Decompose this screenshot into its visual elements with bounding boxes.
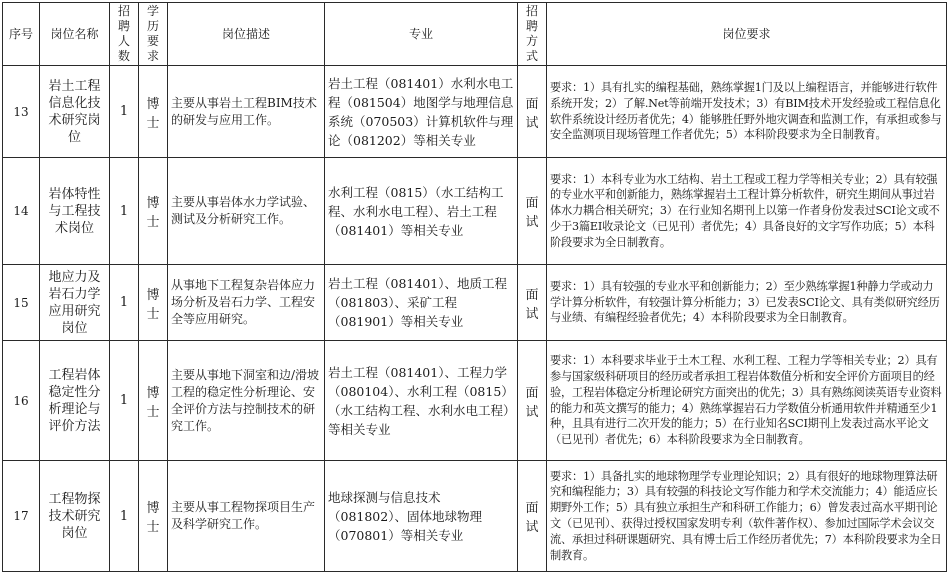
row-title: 工程岩体稳定性分析理论与评价方法 — [40, 341, 110, 461]
row-education: 博士 — [139, 66, 168, 158]
row-education: 博士 — [139, 265, 168, 341]
header-description: 岗位描述 — [168, 3, 325, 66]
header-education: 学历要求 — [139, 3, 168, 66]
row-major: 岩土工程（081401）、工程力学（080104）、水利工程（0815）（水工结构工程、水利水电工程）等相关专业 — [325, 341, 518, 461]
row-index: 16 — [3, 341, 40, 461]
row-index: 17 — [3, 461, 40, 572]
row-title: 工程物探技术研究岗位 — [40, 461, 110, 572]
row-index: 13 — [3, 66, 40, 158]
row-major: 岩土工程（081401）水利水电工程（081504）地图学与地理信息系统（070503）计算机软件与理论（081202）等相关专业 — [325, 66, 518, 158]
row-count: 1 — [110, 265, 139, 341]
table-row — [3, 461, 947, 572]
row-count: 1 — [110, 461, 139, 572]
table-header-row — [3, 3, 947, 66]
row-index: 14 — [3, 158, 40, 265]
row-index: 15 — [3, 265, 40, 341]
row-description: 主要从事岩体水力学试验、测试及分析研究工作。 — [168, 158, 325, 265]
row-requirements: 要求：1）具有较强的专业水平和创新能力；2）至少熟练掌握1种静力学或动力学计算分析软件，有较强计算分析能力；3）已发表SCI论文、具有类似研究经历与业绩、有编程经验者优先；4）本科阶段要求为全日制教育。 — [547, 265, 947, 341]
header-major: 专业 — [325, 3, 518, 66]
row-description: 主要从事岩土工程BIM技术的研发与应用工作。 — [168, 66, 325, 158]
table-row — [3, 66, 947, 158]
row-description: 主要从事工程物探项目生产及科学研究工作。 — [168, 461, 325, 572]
header-title: 岗位名称 — [40, 3, 110, 66]
row-requirements: 要求：1）本科专业为水工结构、岩土工程或工程力学等相关专业；2）具有较强的专业水平和创新能力，熟练掌握岩土工程计算分析软件，研究生期间从事过岩体水力耦合相关研究；3）在行业知名期刊上以第一作者身份发表过SCI论文或不少于3篇EI收录论文（已见刊）者优先；4）具备良好的文字写作功底；5）本科阶段要求为全日制教育。 — [547, 158, 947, 265]
table-row — [3, 158, 947, 265]
row-method: 面试 — [518, 158, 547, 265]
row-method: 面试 — [518, 66, 547, 158]
row-count: 1 — [110, 158, 139, 265]
row-description: 主要从事地下洞室和边/滑坡工程的稳定性分析理论、安全评价方法与控制技术的研究工作。 — [168, 341, 325, 461]
row-requirements: 要求：1）具备扎实的地球物理学专业理论知识；2）具有很好的地球物理算法研究和编程能力；3）具有较强的科技论文写作能力和学术交流能力；4）能适应长期野外工作；5）具有独立承担生产和科研工作能力；6）曾发表过高水平期刊论文（已见刊）、获得过授权国家发明专利（软件著作权）、参加过国际学术会议交流、承担过科研课题研究、具有博士后工作经历者优先；7）本科阶段要求为全日制教育。 — [547, 461, 947, 572]
row-major: 岩土工程（081401）、地质工程（081803）、采矿工程（081901）等相关专业 — [325, 265, 518, 341]
row-requirements: 要求：1）具有扎实的编程基础，熟练掌握1门及以上编程语言，并能够进行软件系统开发；2）了解.Net等前端开发技术；3）有BIM技术开发经验或工程信息化软件系统设计经历者优先；4）能够胜任野外地灾调查和监测工作，有承担或参与安全监测项目现场管理工作者优先；5）本科阶段要求为全日制教育。 — [547, 66, 947, 158]
row-education: 博士 — [139, 158, 168, 265]
header-index: 序号 — [3, 3, 40, 66]
table-row — [3, 265, 947, 341]
table-row — [3, 341, 947, 461]
recruitment-table — [2, 2, 947, 572]
row-major: 水利工程（0815）（水工结构工程、水利水电工程）、岩土工程（081401）等相关专业 — [325, 158, 518, 265]
row-method: 面试 — [518, 341, 547, 461]
header-requirements: 岗位要求 — [547, 3, 947, 66]
row-title: 岩体特性与工程技术岗位 — [40, 158, 110, 265]
row-method: 面试 — [518, 461, 547, 572]
row-method: 面试 — [518, 265, 547, 341]
row-title: 地应力及岩石力学应用研究岗位 — [40, 265, 110, 341]
row-description: 从事地下工程复杂岩体应力场分析及岩石力学、工程安全等应用研究。 — [168, 265, 325, 341]
row-title: 岩土工程信息化技术研究岗位 — [40, 66, 110, 158]
header-count: 招聘人数 — [110, 3, 139, 66]
row-count: 1 — [110, 341, 139, 461]
row-education: 博士 — [139, 461, 168, 572]
row-requirements: 要求：1）本科要求毕业于土木工程、水利工程、工程力学等相关专业；2）具有参与国家级科研项目的经历或者承担工程岩体数值分析和安全评价方面项目的经验，工程岩体稳定分析理论研究方面突出的优先；3）具有熟练阅读英语专业资料的能力和英文撰写的能力；4）熟练掌握岩石力学数值分析通用软件并精通至少1种，且具有进行二次开发的能力；5）在行业知名SCI期刊上发表过高水平论文（已见刊）者优先；6）本科阶段要求为全日制教育。 — [547, 341, 947, 461]
row-count: 1 — [110, 66, 139, 158]
row-major: 地球探测与信息技术（081802）、固体地球物理（070801）等相关专业 — [325, 461, 518, 572]
row-education: 博士 — [139, 341, 168, 461]
header-method: 招聘方式 — [518, 3, 547, 66]
